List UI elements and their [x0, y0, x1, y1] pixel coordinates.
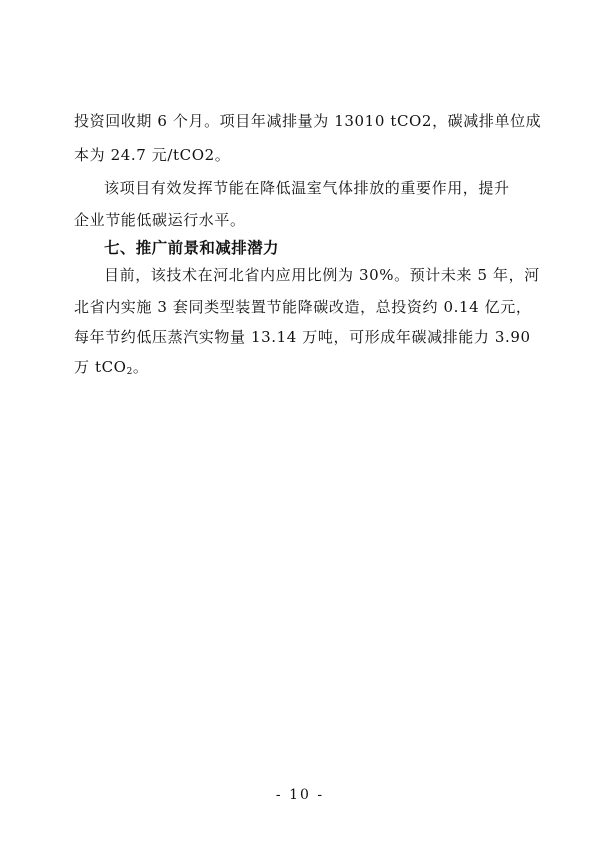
co2-subscript: 2: [126, 367, 133, 377]
paragraph-3-line-4: [74, 357, 534, 377]
paragraph-1-line-1: 投资回收期 6 个月。项目年减排量为 13010 tCO2，碳减排单位成: [74, 112, 542, 130]
paragraph-3-line-4-prefix: 万 tCO: [74, 358, 127, 376]
paragraph-3-line-2: 北省内实施 3 套同类型装置节能降碳改造，总投资约 0.14 亿元，: [74, 298, 532, 316]
paragraph-2-line-1: 该项目有效发挥节能在降低温室气体排放的重要作用，提升: [104, 179, 510, 197]
paragraph-2-line-2: 企业节能低碳运行水平。: [74, 211, 246, 229]
paragraph-3-line-4-suffix: 。: [132, 358, 149, 376]
paragraph-1-line-2: 本为 24.7 元/tCO2。: [74, 146, 231, 164]
section-heading: 七、推广前景和减排潜力: [104, 239, 279, 257]
page-number: - 10 -: [275, 787, 325, 803]
paragraph-3-line-3: 每年节约低压蒸汽实物量 13.14 万吨，可形成年碳减排能力 3.90: [74, 328, 531, 346]
paragraph-3-line-1: 目前，该技术在河北省内应用比例为 30%。预计未来 5 年，河: [104, 266, 540, 284]
